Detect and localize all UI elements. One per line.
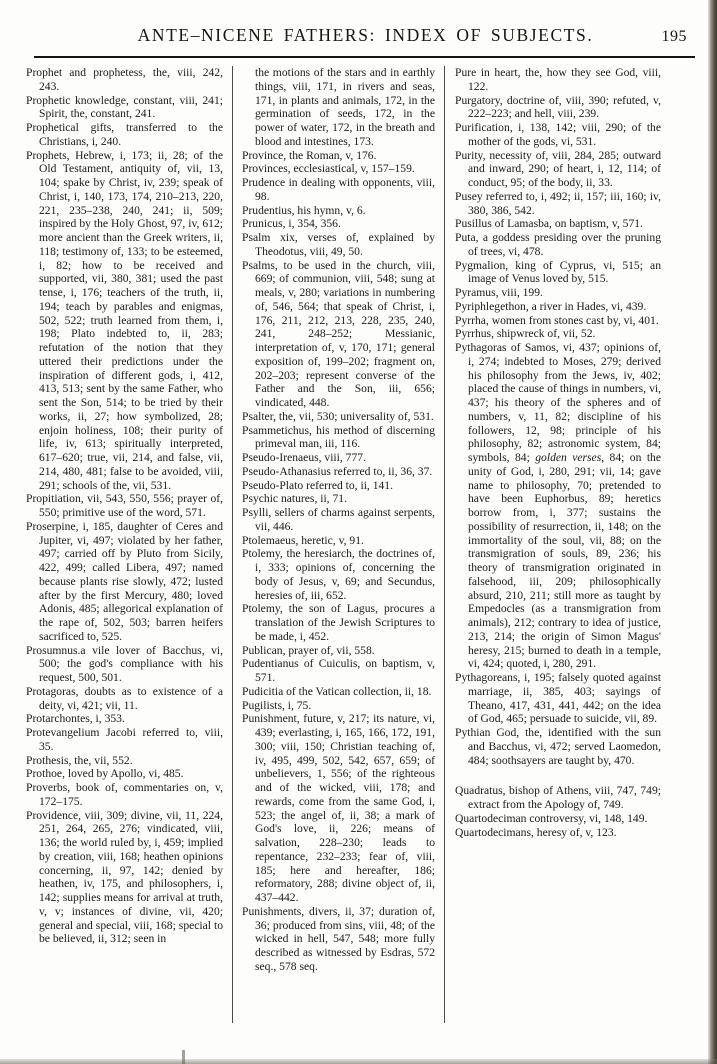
index-entry: Pseudo-Irenaeus, viii, 777. [242, 451, 366, 464]
index-entry: Provinces, ecclesiastical, v, 157–159. [242, 162, 415, 176]
index-entry: Propitiation, vii, 543, 550, 556; prayer of, 550; primitive use of the word, 571. [26, 492, 223, 519]
index-entry: Quartodeciman controversy, vi, 148, 149. [455, 811, 648, 825]
index-entry: Pyrrha, women from stones cast by, vi, 401. [455, 313, 659, 327]
index-entry: Quartodecimans, heresy of, v, 123. [455, 825, 617, 839]
index-entry: Pyrrhus, shipwreck of, vii, 52. [455, 327, 596, 341]
index-entry: Puta, a goddess presiding over the pruning of trees, vi, 478. [455, 231, 661, 258]
index-entry: Pseudo-Plato referred to, ii, 141. [242, 478, 394, 492]
index-entry: Psychic natures, ii, 71. [242, 492, 347, 506]
index-columns [26, 66, 697, 1026]
index-entry: Pythian God, the, identified with the sun and Bacchus, vi, 472; served Laomedon, 484; soothsayers are taught by, 470. [455, 726, 661, 767]
index-entry: Pyramus, viii, 199. [455, 286, 543, 299]
index-entry: Prophet and prophetess, the, viii, 242, 243. [26, 66, 223, 93]
scan-edge-bottom [0, 1059, 717, 1064]
index-entry: Psammetichus, his method of discerning primeval man, iii, 116. [242, 423, 435, 451]
index-entry: Proserpine, i, 185, daughter of Ceres and Jupiter, vi, 497; violated by her father, 497; carried off by Pluto from Sicily, 422, 499; called Libera, 497; named because plants rise slowly, 472; lusted after by the first Mercury, 480; loved Adonis, 485; allegorical explanation of the rape of, 502, 503; barren heifers sacrificed to, 525. [26, 519, 223, 643]
scan-edge-bottom-mark [182, 1050, 185, 1064]
index-entry: Punishments, divers, ii, 37; duration of, 36; produced from sins, viii, 48; of the wicked in hell, 547, 548; more fully described as witnessed by Esdras, 572 seq., 578 seq. [242, 904, 435, 973]
index-entry: Pythagoras of Samos, vi, 437; opinions of, i, 274; indebted to Moses, 279; derived his philosophy from the Jews, iv, 402; placed the cause of things in numbers, vi, 437; his theory of the spheres and of numbers, v, 11, 82; discipline of his followers, 12, 98; principle of his philosophy, 82; astronomic system, 84; symbols, 84; golden verses, 84; on the unity of God, i, 280, 291; vii, 14; gave name to philosophy, 70; pretended to have been Euphorbus, 89; heretics borrow from, i, 377; sustains the possibility of resurrection, ii, 148; on the immortality of the soul, vii, 88; on the transmigration of souls, 89, 236; his theory of transmigration originated in falsehood, iii, 209; philosophically absurd, 210, 211; still more as taught by Empedocles (as a transmigration from animals), 212; contrary to idea of justice, 213, 214; the origin of Simon Magus' heresy, 215; burned to death in a temple, vi, 424; quoted, i, 280, 291. [455, 341, 661, 671]
index-entry: Pythagoreans, i, 195; falsely quoted against marriage, ii, 385, 403; sayings of Theano, 417, 431, 441, 442; on the idea of God, 465; persuade to suicide, vii, 89. [455, 671, 661, 726]
index-entry: Purity, necessity of, viii, 284, 285; outward and inward, 290; of heart, i, 12, 114; of conduct, 95; of the body, ii, 33. [455, 148, 661, 189]
index-entry: Purification, i, 138, 142; viii, 290; of the mother of the gods, vi, 531. [455, 121, 661, 148]
index-entry: Pudicitia of the Vatican collection, ii, 18. [242, 684, 432, 698]
index-entry: Pusey referred to, i, 492; ii, 157; iii, 160; iv, 380, 386, 542. [455, 189, 661, 217]
index-entry: Pseudo-Athanasius referred to, ii, 36, 37. [242, 464, 433, 478]
index-column-2 [232, 66, 444, 1026]
scan-edge-right [708, 0, 717, 1064]
index-entry: Pudentianus of Cuiculis, on baptism, v, 571. [242, 657, 435, 684]
index-column-1 [26, 66, 232, 1026]
index-column-3 [444, 66, 661, 1026]
index-entry: Proverbs, book of, commentaries on, v, 172–175. [26, 781, 223, 808]
index-entry: Prophets, Hebrew, i, 173; ii, 28; of the Old Testament, antiquity of, vii, 13, 104; spake by Christ, iv, 239; speak of Christ, i, 140, 173, 174, 210–213, 220, 221, 235–238, 240, 241; ii, 509; inspired by the Holy Ghost, 97, iv, 612; more ancient than the Greek writers, ii, 118; testimony of, 133; to be esteemed, i, 82; how to be received and supported, vii, 380, 381; used the past tense, i, 176; teachers of the truth, ii, 194; teach by parables and enigmas, 502, 522; truth learned from them, i, 198; Plato indebted to, ii, 283; refutation of the notion that they uttered their predictions under the inspiration of different gods, i, 412, 413, 513; sent by the same Father, who sent the Son, 514; to be tried by their works, ii, 27; how symbolized, 28; enjoin holiness, 108; their purity of life, iv, 613; spiritually interpreted, 617–620; true, vii, 214, and false, vii, 214, 480, 481; false to be avoided, viii, 291; schools of the, vii, 531. [26, 148, 223, 492]
index-entry: Protevangelium Jacobi referred to, viii, 35. [26, 726, 223, 753]
index-entry: Ptolemy, the son of Lagus, procures a translation of the Jewish Scriptures to be made, i, 452. [242, 602, 435, 643]
index-entry: Prophetic knowledge, constant, viii, 241; Spirit, the, constant, 241. [26, 93, 223, 121]
index-entry: Pyriphlegethon, a river in Hades, vi, 439. [455, 299, 647, 313]
index-entry: Punishment, future, v, 217; its nature, vi, 439; everlasting, i, 165, 166, 172, 191, 300; viii, 150; Christian teaching of, iv, 495, 499, 502, 542, 657, 659; of unbelievers, 1, 556; of the righteous and of the wicked, viii, 178; and rewards, come from the same God, i, 523; the angel of, ii, 38; a mark of God's love, ii, 226; means of salvation, 228–230; leads to repentance, 232–233; fear of, viii, 185; here and hereafter, 186; reformatory, 288; divine object of, ii, 437–442. [242, 712, 435, 904]
index-entry: Psalms, to be used in the church, viii, 669; of communion, viii, 548; sung at meals, v, 280; variations in numbering of, 546, 564; that speak of Christ, i, 176, 211, 212, 213, 228, 235, 240, 241, 248–252; Messianic, interpretation of, v, 170, 171; general exposition of, 199–202; fragment on, 202–203; represent converse of the Father and the Son, iii, 656; vindicated, 448. [242, 258, 435, 409]
index-entry: Pusillus of Lamasba, on baptism, v, 571. [455, 217, 643, 231]
index-entry: Protagoras, doubts as to existence of a deity, vi, 421; vii, 11. [26, 684, 223, 712]
index-entry: Prosumnus.a vile lover of Bacchus, vi, 500; the god's compliance with his request, 500, 501. [26, 643, 223, 684]
index-entry: Publican, prayer of, vii, 558. [242, 643, 375, 657]
index-entry: Prunicus, i, 354, 356. [242, 217, 341, 231]
index-entry: Prophetical gifts, transferred to the Christians, i, 240. [26, 121, 223, 148]
index-entry: Psalm xix, verses of, explained by Theodotus, viii, 49, 50. [242, 231, 435, 258]
index-entry: Providence, viii, 309; divine, vii, 11, 224, 251, 264, 265, 276; vindicated, viii, 136; the world ruled by, i, 459; implied by creation, viii, 168; heathen opinions concerning, ii, 97, 142; denied by heathen, iv, 175, and philosophers, i, 142; supplies means for arrival at truth, v, v; instances of divine, vii, 420; general and special, viii, 168; special to be believed, ii, 312; seen in [26, 808, 223, 946]
index-entry: Quadratus, bishop of Athens, viii, 747, 749; extract from the Apology of, 749. [455, 784, 661, 811]
page-number: 195 [661, 28, 687, 45]
index-entry: Psalter, the, vii, 530; universality of, 531. [242, 409, 434, 423]
index-entry: Psylli, sellers of charms against serpents, vii, 446. [242, 506, 435, 533]
index-entry: Pygmalion, king of Cyprus, vi, 515; an image of Venus loved by, 515. [455, 258, 661, 286]
index-entry: Province, the Roman, v, 176. [242, 148, 377, 162]
index-entry: Ptolemy, the heresiarch, the doctrines of, i, 333; opinions of, concerning the body of Jesus, v, 69; and Secundus, heresies of, iii, 652. [242, 547, 435, 602]
index-entry: Prothoe, loved by Apollo, vi, 485. [26, 767, 184, 781]
index-entry: Purgatory, doctrine of, viii, 390; refuted, v, 222–223; and hell, viii, 239. [455, 93, 661, 121]
header-rule [34, 56, 695, 58]
index-entry: Prothesis, the, vii, 552. [26, 753, 133, 767]
index-entry: Ptolemaeus, heretic, v, 91. [242, 533, 364, 547]
section-gap [455, 767, 661, 784]
index-entry: Pure in heart, the, how they see God, viii, 122. [455, 66, 661, 93]
italic-title: golden verses [535, 451, 602, 464]
index-entry: Prudentius, his hymn, v, 6. [242, 203, 366, 217]
index-entry: Prudence in dealing with opponents, viii, 98. [242, 176, 435, 203]
page-header [38, 25, 693, 55]
index-entry: Pugilists, i, 75. [242, 698, 312, 712]
index-entry-continued: the motions of the stars and in earthly things, viii, 171, in rivers and seas, 171, in plants and animals, 172, in the germination of seeds, 172, in the power of water, 172, in the breath and blood and intestines, 173. [255, 66, 435, 148]
page-title: ANTE–NICENE FATHERS: INDEX OF SUBJECTS. [137, 25, 594, 45]
index-entry: Protarchontes, i, 353. [26, 712, 125, 726]
